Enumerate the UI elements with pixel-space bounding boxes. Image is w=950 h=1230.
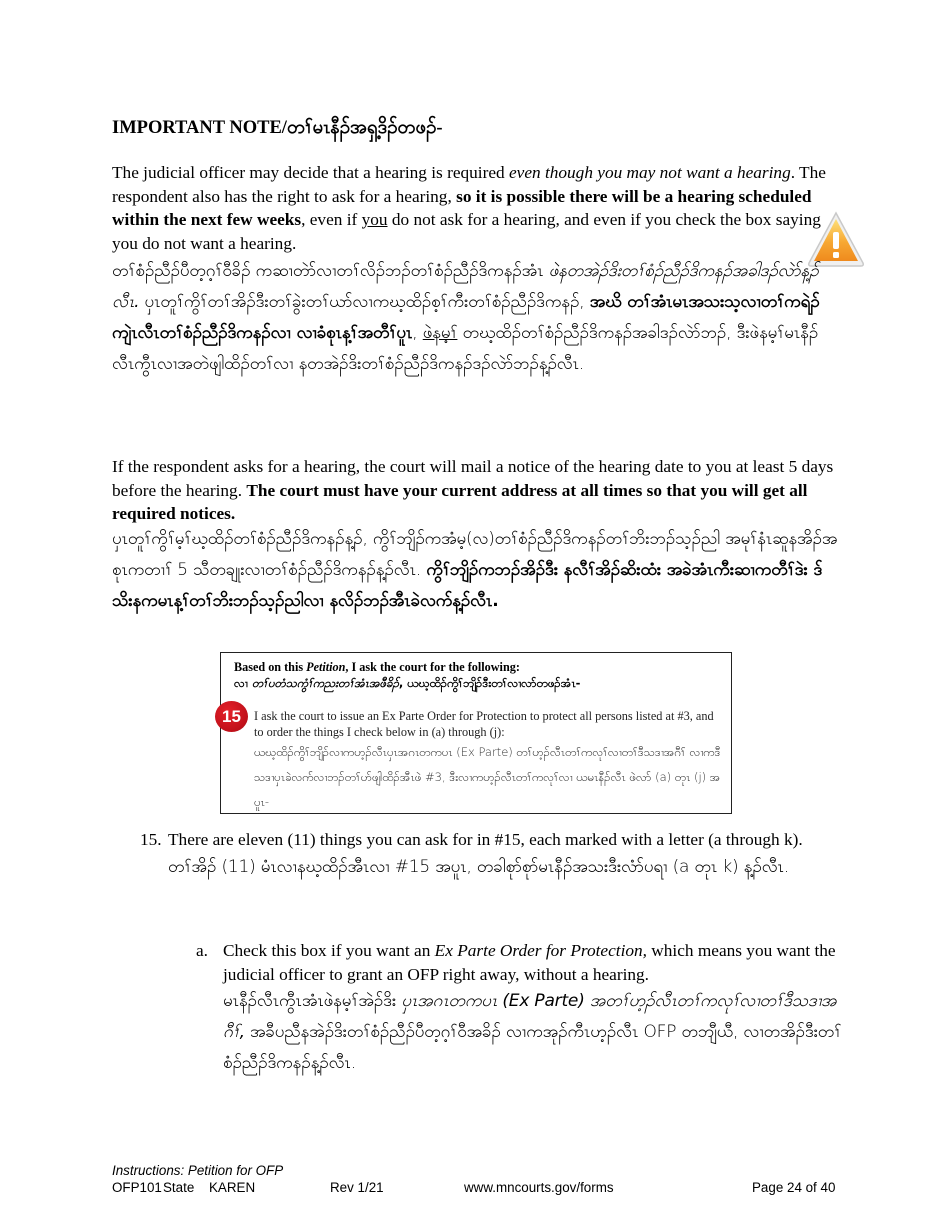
footer-revision: Rev 1/21 [330,1180,384,1195]
note-paragraph-en-1: The judicial officer may decide that a hearing is required even though you may not want a hearing. The respondent also has the right to ask for a hearing, so it is possible there will be a hearing scheduled within the next few weeks, even if you do not ask for a hearing, and even if you check the box saying you do not want a hearing. [112,163,826,253]
item-a-karen: မၤနီၣ်လီၤကွီၤအံၤဖဲနမ့ၢ်အဲၣ်ဒိး ပှၤအဂၤတကပၤ (Ex Parte) အတၢ်ဟ့ၣ်လီၤတၢ်ကလုၢ်လၢတၢ်ဒီသဒၢအဂီၢ်, အခီပညီနအဲၣ်ဒိးတၢ်စံၣ်ညီၣ်ပီတ့ဂ့ၢ်ဝီအခိၣ် လၢကအုၣ်ကီၤဟ့ၣ်လီၤ OFP တဘျီယီ, လၢတအိၣ်ဒီးတၢ်စံၣ်ညီၣ်ဒိကနၣ်န့ၣ်လီၤ. [223,991,842,1073]
footer-language: KAREN [209,1180,256,1195]
important-note-title: IMPORTANT NOTE/တၢ်မၤနီၣ်အရှ့ဒိၣ်တဖၣ်- [112,118,443,138]
footer-doc-title: Instructions: Petition for OFP [112,1163,284,1178]
note-paragraph-en-2: If the respondent asks for a hearing, the court will mail a notice of the hearing date to you at least 5 days before the hearing. The court must have your current address at all times so that you will get all required notices. [112,457,834,523]
item-15-karen: တၢ်အိၣ် (11) မံၤလၢနဃ့ထိၣ်အီၤလၢ #15 အပူၤ, တခါစုာ်စုာ်မၤနီၣ်အသးဒီးလံာ်ပရၢ (a တုၤ k) န့ၣ်လီၤ. [168,856,790,877]
note-paragraph-karen-2: ပှၤတူၢ်ကွိၢ်မ့ၢ်ဃ့ထိၣ်တၢ်စံၣ်ညီၣ်ဒိကနၣ်န့ၣ်, ကွိၢ်ဘျိၣ်ကအံမ့(လ)တၢ်စံၣ်ညီၣ်ဒိကနၣ်တၢ်ဘိးဘၣ်သ့ၣ်ညါ အမုၢ်နံၤဆူနအိၣ်အစုၤကတၢၢ် 5 သီတချုးလၢတၢ်စံၣ်ညီၣ်ဒိကနၣ်န့ၣ်လီၤ. ကွိၢ်ဘျိၣ်ကဘၣ်အိၣ်ဒီး နလီၢ်အိၣ်ဆိးထံး အခဲအံၤကီးဆၢကတီၢ်ဒဲး ဒ်သိးနကမၤန့ၢ်တၢ်ဘိးဘၣ်သ့ၣ်ညါလၢ နလိၣ်ဘၣ်အီၤခဲလက်န့ၣ်လီၤ. [112,529,838,611]
footer-form-id: OFP101 [112,1180,162,1195]
footer-state: State [163,1180,195,1195]
item-15-english: There are eleven (11) things you can ask for in #15, each marked with a letter (a through k). [168,830,803,849]
footer-url: www.mncourts.gov/forms [464,1180,614,1195]
note-paragraph-karen-1: တၢ်စံၣ်ညီၣ်ပီတ့ဂ့ၢ်ဝီခိၣ် ကဆၢတဲာ်လၢတၢ်လိၣ်ဘၣ်တၢ်စံၣ်ညီၣ်ဒိကနၣ်အံၤ ဖဲနတအဲၣ်ဒိးတၢ်စံၣ်ညီၣ်ဒိကနၣ်အခါဒၣ်လဲာ်န့ၣ်လီၤ. ပှၤတူၢ်ကွိၢ်တၢ်အိၣ်ဒီးတၢ်ခွဲးတၢ်ယာ်လၢကဃ့ထိၣ်စ့ၢ်ကီးတၢ်စံၣ်ညီၣ်ဒိကနၣ်, အဃိ တၢ်အံၤမၤအသးသ့လၢတၢ်ကရဲၣ်ကျဲၤလီၤတၢ်စံၣ်ညီၣ်ဒိကနၣ်လၢ လၢခံစုၤန့ၢ်အတီၢ်ပူၤ, ဖဲနမ့ၢ် တဃ့ထိၣ်တၢ်စံၣ်ညီၣ်ဒိကနၣ်အခါဒၣ်လဲာ်ဘၣ်, ဒီးဖဲနမ့ၢ်မၤနီၣ်လီၤကွီၤလၢအတဲဖျါထိၣ်တၢ်လၢ နတအဲၣ်ဒိးတၢ်စံၣ်ညီၣ်ဒိကနၣ်ဒၣ်လဲာ်ဘၣ်န့ၣ်လီၤ. [112,261,820,374]
item-letter: a. [196,941,208,960]
form-excerpt-item-15 [254,708,724,815]
item-a-english: Check this box if you want an Ex Parte Order for Protection, which means you want the judicial officer to grant an OFP right away, without a hearing. [223,941,836,984]
form-item-15-karen: ယဃ့ထိၣ်ကွိၢ်ဘျိၣ်လၢကဟ့ၣ်လီၤပှၤအဂၤတကပၤ (Ex Parte) တၢ်ဟ့ၣ်လီၤတၢ်ကလုၢ်လၢတၢ်ဒီသဒၢအဂီၢ် လၢကဒီသဒၢပှၤခဲလက်လၢဘၣ်တၢ်ဟ်ဖျါထိၣ်အီၤဖဲ #3, ဒီးလၢကဟ့ၣ်လီၤတၢ်ကလုၢ်လၢ ယမၤနီၣ်လီၤ ဖဲလာ် (a) တုၤ (j) အပူၤ- [254,745,721,809]
form-excerpt-header: Based on this Petition, I ask the court for the following: လၢ တၢ်ပတံသကွံၢ်ကညးတၢ်အံၤအဖီခိၣ်, ယဃ့ထိၣ်ကွိၢ်ဘျိၣ်ဒီးတၢ်လၢလာ်တဖၣ်အံၤ- [234,660,581,690]
item-number: 15. [140,830,162,849]
footer-page-number: Page 24 of 40 [752,1180,836,1195]
form-excerpt-box [220,652,732,814]
form-item-15-english: I ask the court to issue an Ex Parte Order for Protection to protect all persons listed at #3, and to order the things I check below in (a) through (j): [254,709,714,739]
page-footer [112,1162,842,1196]
number-15-badge: 15 [215,701,248,732]
